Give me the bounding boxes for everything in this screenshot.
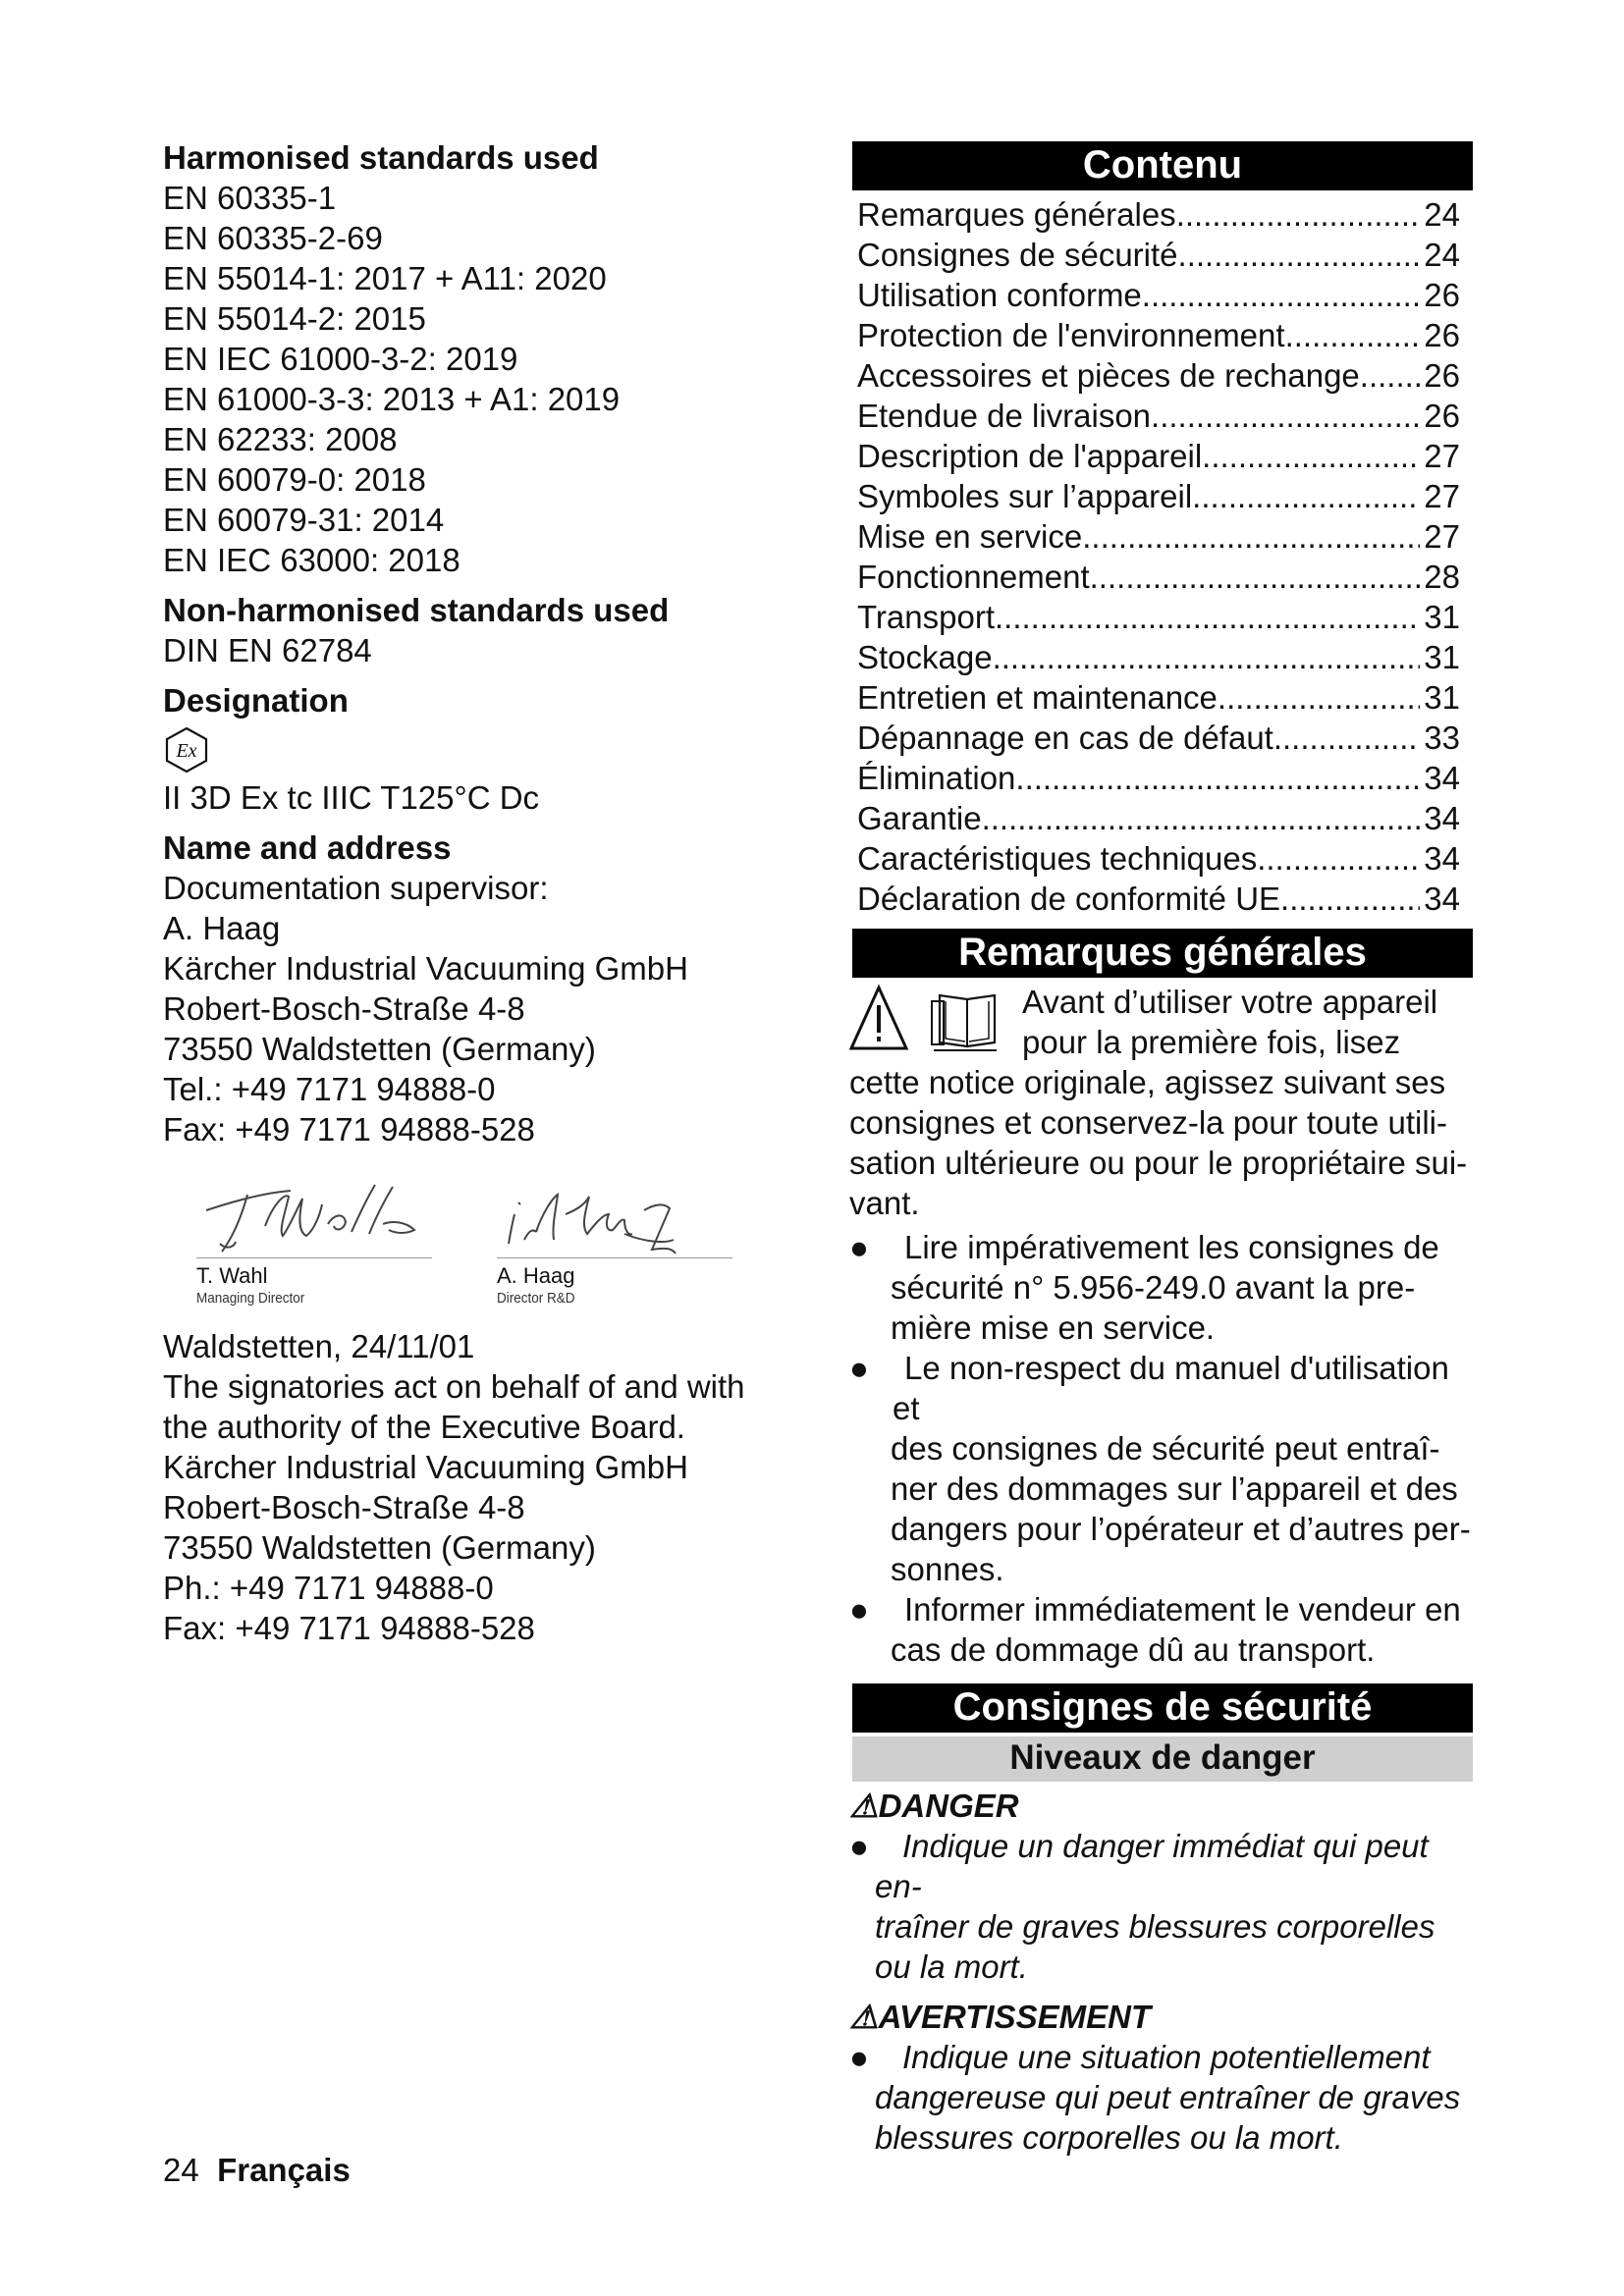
name-address-heading: Name and address [163,829,452,866]
toc-entry-title: Déclaration de conformité UE [857,881,1281,917]
toc-entry[interactable] [857,396,1460,436]
closing-line: Robert-Bosch-Straße 4-8 [163,1489,525,1525]
toc-entry-title: Etendue de livraison [857,398,1152,434]
general-remarks-title: Remarques générales [852,929,1473,978]
warning-triangle-icon: ⚠ [849,1788,879,1824]
warning-manual-icon [849,984,1022,1062]
bullet-icon: ● [849,1229,869,1265]
harmonised-heading: Harmonised standards used [163,139,599,176]
standard-item: EN IEC 63000: 2018 [163,542,460,578]
standard-item: EN 55014-1: 2017 + A11: 2020 [163,260,607,296]
ex-hexagon-icon [163,726,210,774]
signature-wahl [196,1175,432,1259]
general-remarks-intro [849,982,1478,1223]
toc-entry-title: Garantie [857,800,982,836]
toc-entry[interactable] [857,879,1460,919]
standard-item: EN 62233: 2008 [163,421,398,457]
toc-entry[interactable] [857,677,1460,718]
toc-entry-page: 26 [1424,398,1460,434]
toc-entry-title: Caractéristiques techniques [857,840,1258,877]
address-block [163,868,791,1149]
toc-entry-page: 26 [1424,357,1460,394]
signatures [163,1175,791,1312]
standard-item: EN 60079-31: 2014 [163,502,445,538]
nonharmonised-heading: Non-harmonised standards used [163,592,670,628]
closing-line: Kärcher Industrial Vacuuming GmbH [163,1449,688,1485]
list-item: ● Le non-respect du manuel d'utilisation et des consignes de sécurité peut entraî- ner des dommages sur l’appareil et des dangers pour l’opérateur et d’autres per- sonnes. [849,1350,1471,1587]
intro-line: consignes et conservez-la pour toute utili- [849,1104,1447,1141]
page-footer [163,2150,351,2190]
address-line: Tel.: +49 7171 94888-0 [163,1071,496,1107]
toc-entry-page: 34 [1424,840,1460,877]
warning-heading: ⚠AVERTISSEMENT [849,1999,1152,2035]
designation-heading: Designation [163,682,349,719]
toc-entry-page: 27 [1424,438,1460,474]
closing-block [163,1326,791,1648]
danger-levels-title: Niveaux de danger [852,1736,1473,1782]
toc-entry-title: Mise en service [857,518,1083,555]
toc-entry[interactable] [857,275,1460,315]
bullet-icon: ● [849,1350,869,1386]
table-of-contents [849,194,1478,919]
toc-entry[interactable] [857,315,1460,355]
toc-entry-title: Entretien et maintenance [857,679,1218,716]
closing-line: Waldstetten, 24/11/01 [163,1328,475,1364]
toc-entry[interactable] [857,436,1460,476]
toc-entry-title: Accessoires et pièces de rechange [857,357,1360,394]
toc-entry[interactable] [857,194,1460,235]
harmonised-list [163,178,791,580]
signatory-title: Director R&D [497,1290,575,1307]
bullet-icon: ● [849,2039,869,2075]
closing-line: Ph.: +49 7171 94888-0 [163,1570,494,1606]
ex-symbol-text: Ex [176,740,197,762]
page-number: 24 [163,2152,199,2188]
intro-line: vant. [849,1185,920,1221]
toc-entry-page: 34 [1424,800,1460,836]
standard-item: EN 61000-3-3: 2013 + A1: 2019 [163,381,621,417]
address-line: Documentation supervisor: [163,870,549,906]
toc-entry[interactable] [857,557,1460,597]
closing-line: The signatories act on behalf of and with [163,1368,745,1405]
address-line: Fax: +49 7171 94888-528 [163,1111,535,1148]
toc-entry[interactable] [857,798,1460,838]
standard-item: EN 55014-2: 2015 [163,300,426,337]
toc-entry-title: Utilisation conforme [857,277,1142,313]
closing-line: the authority of the Executive Board. [163,1409,685,1445]
toc-entry[interactable] [857,718,1460,758]
toc-entry[interactable] [857,597,1460,637]
danger-heading: ⚠DANGER [849,1788,1019,1824]
toc-entry-page: 27 [1424,478,1460,514]
toc-entry-title: Protection de l'environnement [857,317,1285,353]
signatory-name: A. Haag [497,1263,575,1288]
list-item: ● Indique une situation potentiellement dangereuse qui peut entraîner de graves blessures corporelles ou la mort. [849,2039,1461,2156]
page-language: Français [217,2152,351,2188]
toc-entry-page: 26 [1424,277,1460,313]
signatory-name: T. Wahl [196,1263,268,1288]
toc-entry-page: 27 [1424,518,1460,555]
toc-entry[interactable] [857,758,1460,798]
toc-entry-title: Description de l'appareil [857,438,1203,474]
toc-entry[interactable] [857,476,1460,516]
toc-entry[interactable] [857,637,1460,677]
list-item: ● Indique un danger immédiat qui peut en- traîner de graves blessures corporelles ou la mort. [849,1828,1435,1985]
intro-line: pour la première fois, lisez [1022,1024,1401,1060]
toc-entry-title: Symboles sur l’appareil [857,478,1193,514]
toc-entry[interactable] [857,235,1460,275]
general-remarks-bullets [849,1227,1478,1670]
toc-entry-title: Stockage [857,639,993,675]
standard-item: EN IEC 61000-3-2: 2019 [163,341,518,377]
toc-entry-page: 28 [1424,559,1460,595]
address-line: A. Haag [163,910,281,946]
safety-title: Consignes de sécurité [852,1683,1473,1733]
bullet-icon: ● [849,1591,869,1628]
left-column [163,137,791,1648]
toc-entry-page: 31 [1424,599,1460,635]
toc-entry-title: Élimination [857,760,1016,796]
toc-entry-title: Transport [857,599,995,635]
right-column [849,141,1478,2158]
address-line: 73550 Waldstetten (Germany) [163,1031,596,1067]
toc-entry[interactable] [857,838,1460,879]
standard-item: EN 60335-1 [163,180,337,216]
signature-block [497,1175,732,1308]
toc-entry-page: 31 [1424,679,1460,716]
warning-triangle-icon: ⚠ [849,1999,879,2035]
address-line: Kärcher Industrial Vacuuming GmbH [163,950,688,987]
nonharmonised-item: DIN EN 62784 [163,632,372,668]
signature-haag [497,1175,732,1259]
closing-line: Fax: +49 7171 94888-528 [163,1610,535,1646]
toc-entry[interactable] [857,516,1460,557]
intro-line: Avant d’utiliser votre appareil [1022,984,1438,1020]
signatory-title: Managing Director [196,1290,305,1307]
bullet-icon: ● [849,1828,869,1864]
designation-value: II 3D Ex tc IIIC T125°C Dc [163,779,540,816]
standard-item: EN 60079-0: 2018 [163,461,426,498]
standard-item: EN 60335-2-69 [163,220,383,256]
intro-line: sation ultérieure ou pour le propriétaire sui- [849,1145,1468,1181]
contents-title: Contenu [852,141,1473,190]
toc-entry-page: 33 [1424,720,1460,756]
intro-line: cette notice originale, agissez suivant ses [849,1064,1446,1100]
toc-entry-page: 24 [1424,237,1460,273]
list-item: ● Informer immédiatement le vendeur en cas de dommage dû au transport. [849,1591,1461,1668]
closing-line: 73550 Waldstetten (Germany) [163,1529,596,1566]
toc-entry-page: 26 [1424,317,1460,353]
toc-entry-title: Consignes de sécurité [857,237,1178,273]
signature-block [196,1175,432,1308]
toc-entry-title: Fonctionnement [857,559,1090,595]
toc-entry-page: 31 [1424,639,1460,675]
toc-entry-title: Dépannage en cas de défaut [857,720,1273,756]
toc-entry-page: 34 [1424,760,1460,796]
toc-entry[interactable] [857,355,1460,396]
toc-entry-page: 24 [1424,196,1460,233]
address-line: Robert-Bosch-Straße 4-8 [163,990,525,1027]
toc-entry-page: 34 [1424,881,1460,917]
list-item: ● Lire impérativement les consignes de sécurité n° 5.956-249.0 avant la pre- mière mise en service. [849,1229,1439,1346]
toc-entry-title: Remarques générales [857,196,1176,233]
